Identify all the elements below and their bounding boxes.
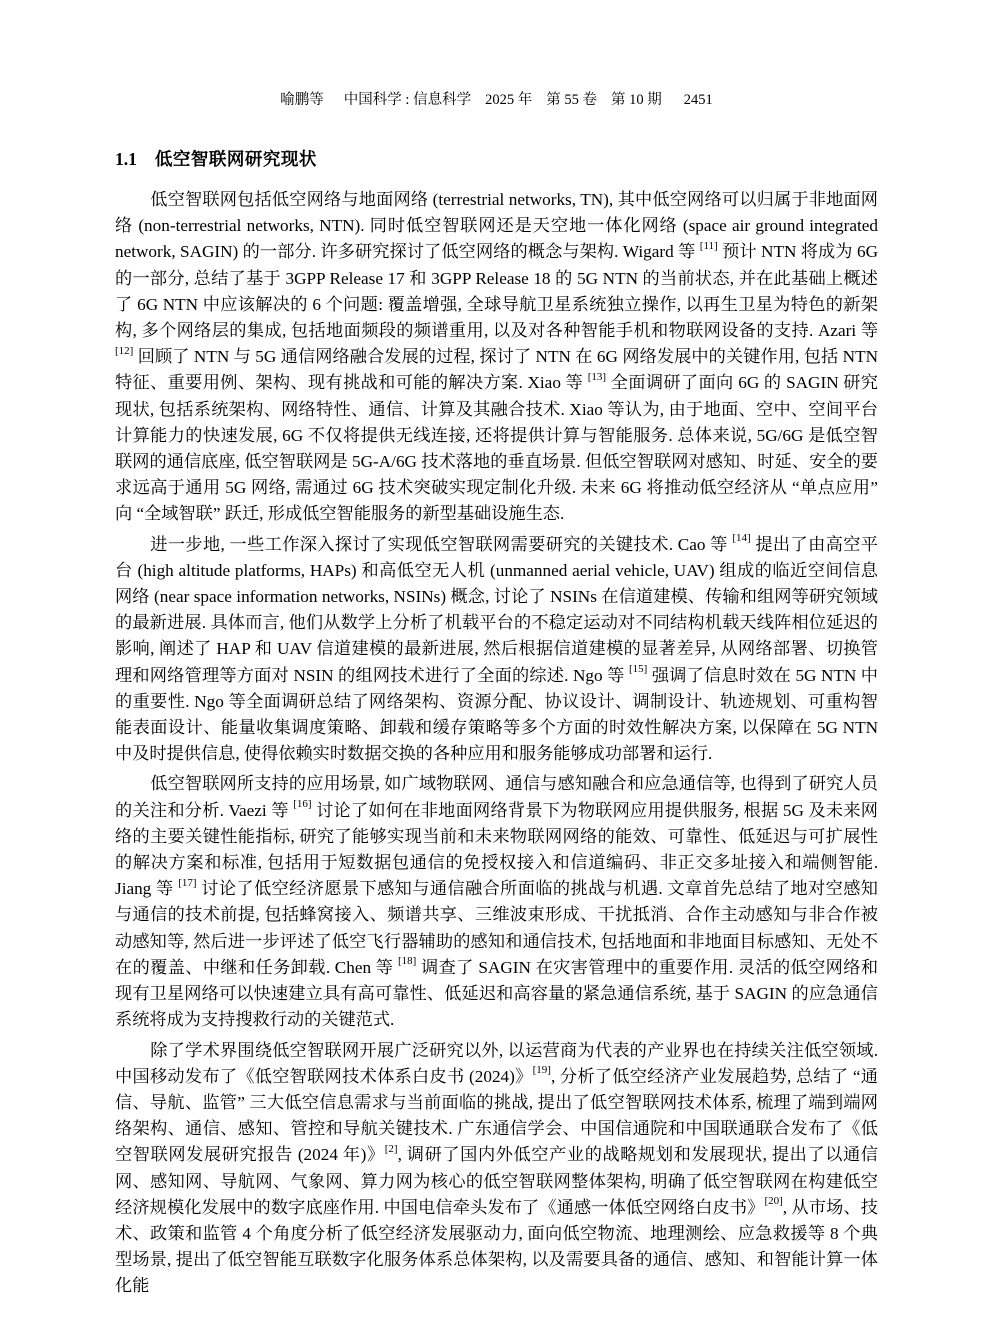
text-run: 进一步地, 一些工作深入探讨了实现低空智联网需要研究的关键技术. Cao 等 bbox=[150, 534, 733, 554]
text-run: 调查了 SAGIN 在灾害管理中的重要作用. 灵活的低空网络和现有卫星网络可以快速建立具有高可靠性、低延迟和高容量的紧急通信系统, 基于 SAGIN 的应急通信系统将成为支持搜救行动的关键范式. bbox=[115, 957, 879, 1030]
citation-ref: [20] bbox=[764, 1195, 783, 1208]
text-run: , 分析了低空经济产业发展趋势, 总结了 “通信、导航、监管” 三大低空信息需求与当前面临的挑战, 提出了低空智联网技术体系, 梳理了端到端网络架构、通信、感知、管控和导航关键技术. 广东通信学会、中国信通院和中国联通联合发布了《低空智联网发展研究报告 (2024 年)》 bbox=[115, 1066, 878, 1165]
text-run: 回顾了 NTN 与 5G 通信网络融合发展的过程, 探讨了 NTN 在 6G 网络发展中的关键作用, 包括 NTN 特征、重要用例、架构、现有挑战和可能的解决方案. Xiao 等 bbox=[115, 347, 878, 393]
header-page-number: 2451 bbox=[683, 92, 713, 108]
header-journal: 中国科学 : 信息科学 bbox=[343, 92, 472, 108]
citation-ref: [15] bbox=[628, 662, 648, 675]
running-header bbox=[115, 88, 878, 109]
text-run: 低空智联网所支持的应用场景, 如广域物联网、通信与感知融合和应急通信等, 也得到了研究人员的关注和分析. Vaezi 等 bbox=[115, 774, 878, 820]
citation-ref: [18] bbox=[398, 955, 417, 968]
text-run: 全面调研了面向 6G 的 SAGIN 研究现状, 包括系统架构、网络特性、通信、计算及其融合技术. Xiao 等认为, 由于地面、空中、空间平台计算能力的快速发展, 6G 不仅将提供无线连接, 还将提供计算与智能服务. 总体来说, 5G/6G 是低空智联网的通信底座, 低空智联网是 5G-A/6G 技术落地的垂直场景. 但低空智联网对感知、时延、安全的要求远高于通用 5G 网络, 需通过 6G 技术突破实现定制化升级. 未来 6G 将推动低空经济从 “单点应用” 向 “全域智联” 跃迁, 形成低空智能服务的新型基础设施生态. bbox=[115, 373, 878, 524]
paragraph bbox=[115, 771, 878, 1033]
text-run: , 调研了国内外低空产业的战略规划和发展现状, 提出了以通信网、感知网、导航网、气象网、算力网为核心的低空智联网整体架构, 明确了低空智联网在构建低空经济规模化发展中的数字底座作用. 中国电信牵头发布了《通感一体低空网络白皮书》 bbox=[115, 1145, 878, 1217]
citation-ref: [12] bbox=[115, 344, 134, 357]
paragraph bbox=[115, 532, 878, 768]
citation-ref: [16] bbox=[293, 797, 312, 810]
citation-ref: [17] bbox=[178, 876, 197, 889]
article-body bbox=[115, 187, 878, 1300]
citation-ref: [11] bbox=[699, 239, 718, 252]
header-volume: 第 55 卷 bbox=[546, 92, 597, 108]
citation-ref: [2] bbox=[384, 1142, 398, 1155]
section-title: 低空智联网研究现状 bbox=[154, 149, 317, 169]
paragraph bbox=[115, 1038, 878, 1300]
citation-ref: [13] bbox=[587, 370, 607, 383]
header-year: 2025 年 bbox=[485, 92, 533, 108]
text-run: 除了学术界围绕低空智联网开展广泛研究以外, 以运营商为代表的产业界也在持续关注低空领域. 中国移动发布了《低空智联网技术体系白皮书 (2024)》 bbox=[115, 1040, 878, 1086]
section-number: 1.1 bbox=[115, 149, 137, 169]
citation-ref: [19] bbox=[532, 1064, 551, 1076]
text-run: 讨论了低空经济愿景下感知与通信融合所面临的挑战与机遇. 文章首先总结了地对空感知与通信的技术前提, 包括蜂窝接入、频谱共享、三维波束形成、干扰抵消、合作主动感知与非合作被动感知等, 然后进一步评述了低空飞行器辅助的感知和通信技术, 包括地面和非地面目标感知、无处不在的覆盖、中继和任务卸载. Chen 等 bbox=[115, 879, 878, 977]
header-issue: 第 10 期 bbox=[610, 92, 662, 108]
paragraph bbox=[115, 187, 878, 528]
text-run: 强调了信息时效在 5G NTN 中的重要性. Ngo 等全面调研总结了网络架构、资源分配、协议设计、调制设计、轨迹规划、可重构智能表面设计、能量收集调度策略、卸载和缓存策略等多个方面的时效性解决方案, 以保障在 5G NTN 中及时提供信息, 使得依赖实时数据交换的各种应用和服务能够成功部署和运行. bbox=[115, 665, 878, 764]
text-run: 低空智联网包括低空网络与地面网络 (terrestrial networks, TN), 其中低空网络可以归属于非地面网络 (non-terrestrial networks, NTN). 同时低空智联网还是天空地一体化网络 (space air ground integrated network, SAGIN) 的一部分. 许多研究探讨了低空网络的概念与架构. Wigard 等 bbox=[115, 190, 878, 262]
text-run: , 从市场、技术、政策和监管 4 个角度分析了低空经济发展驱动力, 面向低空物流、地理测绘、应急救援等 8 个典型场景, 提出了低空智能互联数字化服务体系总体架构, 以及需要具备的通信、感知、和智能计算一体化能 bbox=[115, 1197, 878, 1296]
text-run: 讨论了如何在非地面网络背景下为物联网应用提供服务, 根据 5G 及未来网络的主要关键性能指标, 研究了能够实现当前和未来物联网网络的能效、可靠性、低延迟与可扩展性的解决方案和标准, 包括用于短数据包通信的免授权接入和信道编码、非正交多址接入和端侧智能. Jiang 等 bbox=[115, 800, 878, 899]
section-heading bbox=[115, 146, 878, 171]
citation-ref: [14] bbox=[732, 531, 751, 544]
header-authors: 喻鹏等 bbox=[280, 92, 324, 108]
text-run: 提出了由高空平台 (high altitude platforms, HAPs) 和高低空无人机 (unmanned aerial vehicle, UAV) 组成的临近空间信息网络 (near space information networks, NSINs) 概念, 讨论了 NSINs 在信道建模、传输和组网等研究领域的最新进展. 具体而言, 他们从数学上分析了机载平台的不稳定运动对不同结构机载天线阵相位延迟的影响, 阐述了 HAP 和 UAV 信道建模的最新进展, 然后根据信道建模的显著差异, 从网络部署、切换管理和网络管理等方面对 NSIN 的组网技术进行了全面的综述. Ngo 等 bbox=[115, 534, 878, 685]
text-run: 预计 NTN 将成为 6G 的一部分, 总结了基于 3GPP Release 17 和 3GPP Release 18 的 5G NTN 的当前状态, 并在此基础上概述了 6G NTN 中应该解决的 6 个问题: 覆盖增强, 全球导航卫星系统独立操作, 以再生卫星为特色的新架构, 多个网络层的集成, 包括地面频段的频谱重用, 以及对各种智能手机和物联网设备的支持. Azari 等 bbox=[115, 242, 879, 341]
